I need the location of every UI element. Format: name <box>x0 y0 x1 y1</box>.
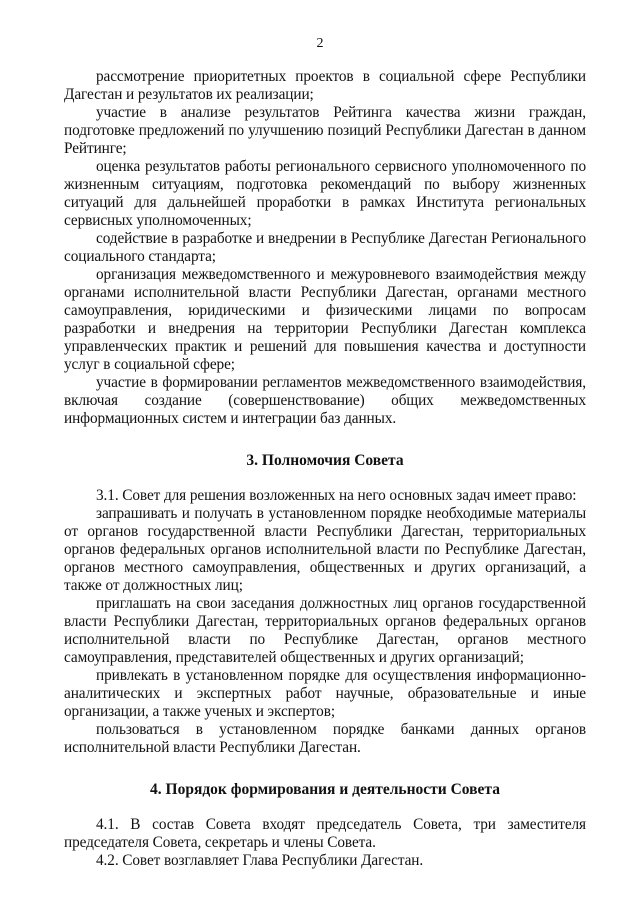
clause-4-1: 4.1. В состав Совета входят председатель Совета, три заместителя председателя Совета, секретарь и члены Совета. <box>64 816 586 851</box>
list-item: участие в анализе результатов Рейтинга качества жизни граждан, подготовке предложений по улучшению позиций Республики Дагестан в данном Рейтинге; <box>64 104 586 157</box>
list-item: запрашивать и получать в установленном порядке необходимые материалы от органов государственной власти Республики Дагестан, территориальных органов федеральных органов исполнительной власти по Республике Дагестан, органов местного самоуправления, общественных и других организаций, а также от должностных лиц; <box>64 505 586 594</box>
list-item: оценка результатов работы регионального сервисного уполномоченного по жизненным ситуациям, подготовка рекомендаций по выбору жизненных ситуаций для дальнейшей проработки в рамках Института региональных сервисных уполномоченных; <box>64 158 586 229</box>
section-4-heading: 4. Порядок формирования и деятельности Совета <box>150 781 500 798</box>
list-item: рассмотрение приоритетных проектов в социальной сфере Республики Дагестан и результатов их реализации; <box>64 68 586 103</box>
section-3-heading: 3. Полномочия Совета <box>246 452 404 469</box>
list-item: содействие в разработке и внедрении в Республике Дагестан Регионального социального стандарта; <box>64 230 586 265</box>
list-item: организация межведомственного и межуровневого взаимодействия между органами исполнительной власти Республики Дагестан, органами местного самоуправления, юридическими и физическими лицами по вопросам разработки и внедрения на территории Республики Дагестан комплекса управленческих практик и решений для повышения качества и доступности услуг в социальной сфере; <box>64 266 586 373</box>
list-item: приглашать на свои заседания должностных лиц органов государственной власти Республики Дагестан, территориальных органов федеральных органов исполнительной власти по Республике Дагестан, органов местного самоуправления, представителей общественных и других организаций; <box>64 595 586 666</box>
list-item: привлекать в установленном порядке для осуществления информационно-аналитических и экспертных работ научные, образовательные и иные организации, а также ученых и экспертов; <box>64 667 586 720</box>
page-number: 2 <box>316 36 324 51</box>
list-item: участие в формировании регламентов межведомственного взаимодействия, включая создание (совершенствование) общих межведомственных информационных систем и интеграции баз данных. <box>64 374 586 427</box>
clause-4-2: 4.2. Совет возглавляет Глава Республики Дагестан. <box>96 852 424 869</box>
clause-3-1: 3.1. Совет для решения возложенных на него основных задач имеет право: <box>96 487 577 504</box>
document-body <box>64 68 586 870</box>
list-item: пользоваться в установленном порядке банками данных органов исполнительной власти Республики Дагестан. <box>64 721 586 756</box>
